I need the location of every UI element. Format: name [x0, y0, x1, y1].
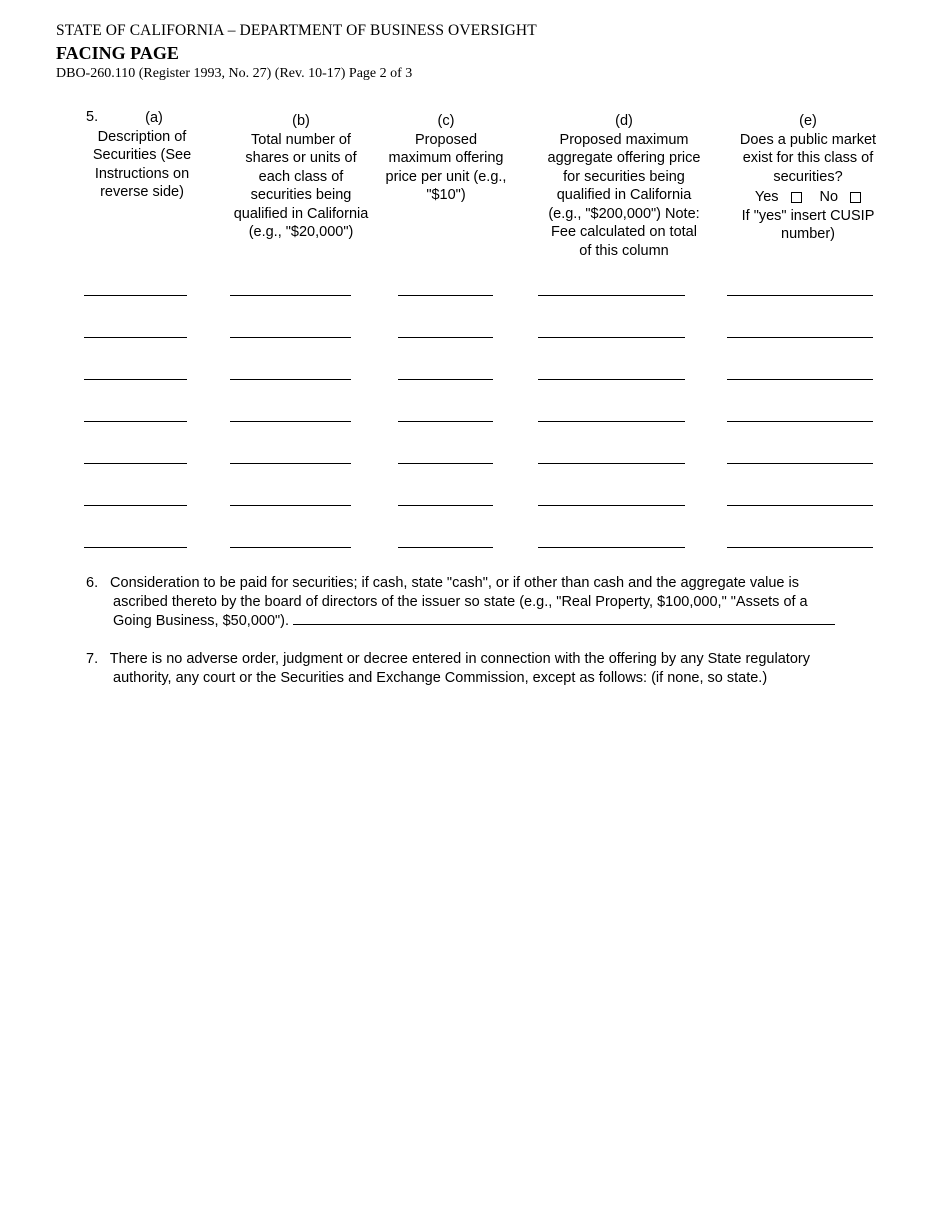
aggregate-price-input-line[interactable] — [538, 421, 685, 422]
header-line: Instructions on — [94, 165, 190, 182]
aggregate-price-input-line[interactable] — [538, 547, 685, 548]
header-line: (e.g., "$20,000") — [248, 224, 354, 240]
no-checkbox[interactable] — [850, 192, 861, 203]
price-per-unit-input-line[interactable] — [398, 505, 493, 506]
item-7-number: 7. — [86, 651, 99, 667]
header-line: If "yes" insert CUSIP — [741, 207, 875, 224]
header-line: securities? — [773, 168, 843, 185]
consideration-input-line[interactable] — [293, 612, 835, 625]
header-line: each class of — [258, 168, 344, 185]
agency-name: STATE OF CALIFORNIA – DEPARTMENT OF BUSINESS OVERSIGHT — [56, 22, 537, 39]
header-line: maximum offering — [388, 150, 504, 166]
shares-total-input-line[interactable] — [230, 505, 351, 506]
item-6-line-1: Consideration to be paid for securities; if cash, state "cash", or if other than cash and the aggregate value is — [110, 575, 800, 591]
description-input-line[interactable] — [84, 505, 187, 506]
header-line: (e.g., "$200,000") Note: — [548, 205, 700, 222]
column-letter: (d) — [615, 113, 633, 129]
header-line: qualified in California — [556, 187, 692, 203]
aggregate-price-input-line[interactable] — [538, 379, 685, 380]
description-input-line[interactable] — [84, 379, 187, 380]
description-input-line[interactable] — [84, 337, 187, 338]
header-line: Securities (See — [92, 147, 192, 163]
item-6-line-3: Going Business, $50,000"). — [113, 613, 290, 629]
price-per-unit-input-line[interactable] — [398, 463, 493, 464]
header-line: Does a public market — [739, 131, 877, 148]
column-letter: (b) — [292, 113, 310, 129]
item-6-line-2: ascribed thereto by the board of directors of the issuer so state (e.g., "Real Property, $100,000," "Assets of a — [113, 594, 808, 610]
shares-total-input-line[interactable] — [230, 547, 351, 548]
item-7-line-1: There is no adverse order, judgment or decree entered in connection with the offering by any State regulatory — [109, 651, 810, 667]
yes-label: Yes — [754, 189, 779, 205]
cusip-input-line[interactable] — [727, 463, 873, 464]
cusip-input-line[interactable] — [727, 421, 873, 422]
item-6 — [86, 574, 876, 631]
header-line: shares or units of — [245, 150, 357, 166]
shares-total-input-line[interactable] — [230, 379, 351, 380]
aggregate-price-input-line[interactable] — [538, 505, 685, 506]
item-5-number: 5. — [86, 109, 99, 125]
header-line: Total number of — [251, 131, 351, 148]
public-market-choice — [730, 188, 886, 207]
header-line: aggregate offering price — [547, 150, 701, 166]
header-line: "$10") — [426, 187, 466, 203]
price-per-unit-input-line[interactable] — [398, 547, 493, 548]
cusip-input-line[interactable] — [727, 337, 873, 338]
cusip-input-line[interactable] — [727, 295, 873, 296]
item-7-line-2: authority, any court or the Securities and Exchange Commission, except as follows: (if none, so state.) — [113, 670, 768, 686]
header-line: reverse side) — [100, 184, 184, 200]
header-line: securities being — [250, 187, 352, 203]
column-d-header — [538, 112, 710, 260]
item-6-number: 6. — [86, 575, 99, 591]
header-line: for securities being — [563, 168, 685, 185]
column-letter: (e) — [799, 113, 817, 129]
price-per-unit-input-line[interactable] — [398, 337, 493, 338]
header-line: exist for this class of — [742, 150, 874, 166]
description-input-line[interactable] — [84, 421, 187, 422]
shares-total-input-line[interactable] — [230, 295, 351, 296]
cusip-input-line[interactable] — [727, 505, 873, 506]
column-letter: (c) — [437, 113, 455, 129]
column-e-header — [730, 112, 886, 244]
header-line: Proposed maximum — [559, 131, 689, 148]
price-per-unit-input-line[interactable] — [398, 295, 493, 296]
form-header — [56, 21, 537, 83]
header-line: of this column — [579, 242, 669, 259]
price-per-unit-input-line[interactable] — [398, 379, 493, 380]
header-line: qualified in California — [233, 205, 369, 222]
price-per-unit-input-line[interactable] — [398, 421, 493, 422]
yes-checkbox[interactable] — [791, 192, 802, 203]
header-line: number) — [781, 226, 835, 242]
shares-total-input-line[interactable] — [230, 421, 351, 422]
description-input-line[interactable] — [84, 463, 187, 464]
column-c-header — [378, 112, 514, 205]
column-b-header — [225, 112, 377, 242]
aggregate-price-input-line[interactable] — [538, 463, 685, 464]
item-7 — [86, 650, 876, 688]
aggregate-price-input-line[interactable] — [538, 337, 685, 338]
column-letter: (a) — [145, 110, 163, 126]
description-input-line[interactable] — [84, 547, 187, 548]
column-a-header — [86, 109, 198, 202]
header-line: Description of — [97, 128, 187, 145]
header-line: price per unit (e.g., — [385, 168, 507, 185]
header-line: Fee calculated on total — [551, 224, 697, 240]
shares-total-input-line[interactable] — [230, 337, 351, 338]
aggregate-price-input-line[interactable] — [538, 295, 685, 296]
cusip-input-line[interactable] — [727, 547, 873, 548]
shares-total-input-line[interactable] — [230, 463, 351, 464]
description-input-line[interactable] — [84, 295, 187, 296]
header-line: Proposed — [414, 131, 478, 148]
form-reference: DBO-260.110 (Register 1993, No. 27) (Rev. 10-17) Page 2 of 3 — [56, 66, 413, 81]
cusip-input-line[interactable] — [727, 379, 873, 380]
page-title: FACING PAGE — [56, 43, 179, 63]
no-label: No — [819, 189, 839, 205]
